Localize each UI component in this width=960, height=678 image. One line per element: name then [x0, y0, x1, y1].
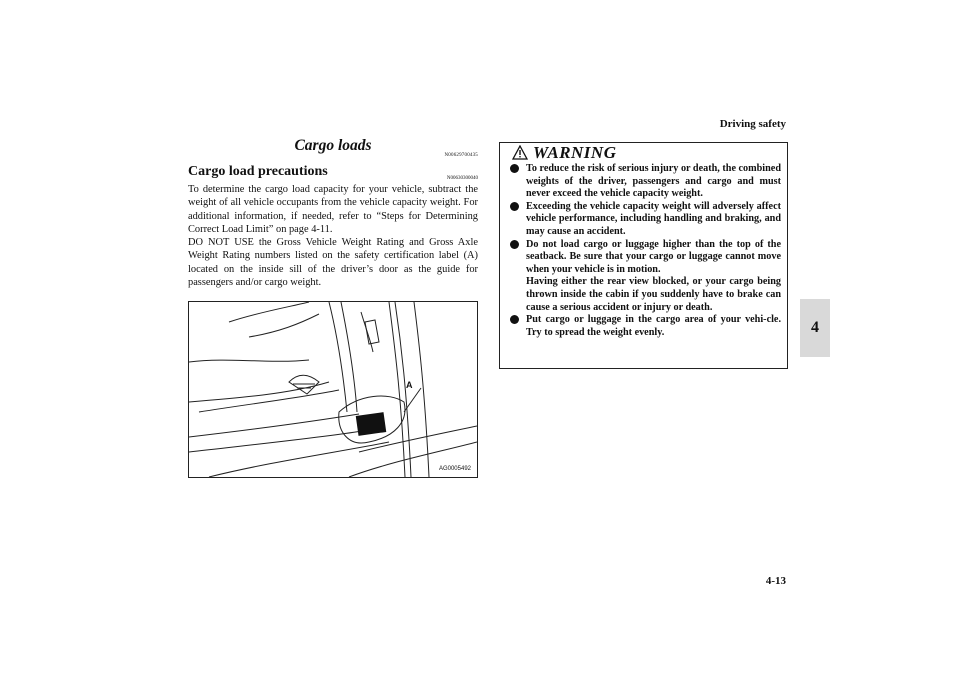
title-reference-code: N00629700435	[444, 153, 478, 158]
section-title: Cargo loads	[294, 137, 372, 154]
door-sill-drawing	[189, 302, 477, 477]
bullet-icon	[510, 315, 519, 324]
warning-item-text: Exceeding the vehicle capacity weight will adversely affect vehicle performance, including handling and braking, and may cause an accident.	[526, 200, 781, 237]
warning-title: WARNING	[533, 143, 617, 162]
warning-item	[500, 314, 781, 339]
section-header: Driving safety	[719, 118, 786, 130]
warning-box	[499, 142, 788, 369]
warning-item-text: To reduce the risk of serious injury or death, the combined weights of the driver, passengers and cargo and must never exceed the vehicle capacity weight.	[526, 163, 781, 200]
warning-item-text: Put cargo or luggage in the cargo area of your vehi-cle. Try to spread the weight evenly.	[526, 314, 781, 338]
main-column	[188, 135, 478, 289]
paragraph-2: DO NOT USE the Gross Vehicle Weight Rating and Gross Axle Weight Rating numbers listed on the safety certification label (A) located on the inside sill of the driver’s door as the guide for passengers and/or cargo weight.	[188, 237, 478, 289]
warning-item	[500, 201, 781, 239]
subtitle-reference-code: N00630300040	[446, 176, 478, 181]
subsection-heading: Cargo load precautions	[188, 164, 328, 179]
bullet-icon	[510, 202, 519, 211]
figure-code: AG0005492	[438, 466, 471, 472]
warning-item	[500, 163, 781, 201]
label-a: A	[406, 380, 413, 390]
body-text	[188, 183, 478, 289]
page-number: 4-13	[765, 575, 786, 587]
door-sill-illustration	[188, 301, 478, 478]
chapter-tab: 4	[800, 299, 830, 357]
bullet-icon	[510, 164, 519, 173]
warning-item-extra: Having either the rear view blocked, or your cargo being thrown inside the cabin if you suddenly have to brake can cause a serious accident or injury or death.	[526, 276, 781, 313]
bullet-icon	[510, 240, 519, 249]
warning-list	[500, 163, 787, 339]
warning-item-text: Do not load cargo or luggage higher than the top of the seatback. Be sure that your cargo or luggage cannot move when your vehicle is in motion.	[526, 238, 781, 275]
paragraph-1: To determine the cargo load capacity for your vehicle, subtract the weight of all vehicle occupants from the vehicle capacity weight. For additional information, if needed, refer to “Steps for Determining Correct Load Limit” on page 4-11.	[188, 184, 478, 235]
warning-triangle-icon	[512, 145, 528, 160]
warning-header	[500, 143, 787, 163]
warning-item	[500, 239, 781, 315]
